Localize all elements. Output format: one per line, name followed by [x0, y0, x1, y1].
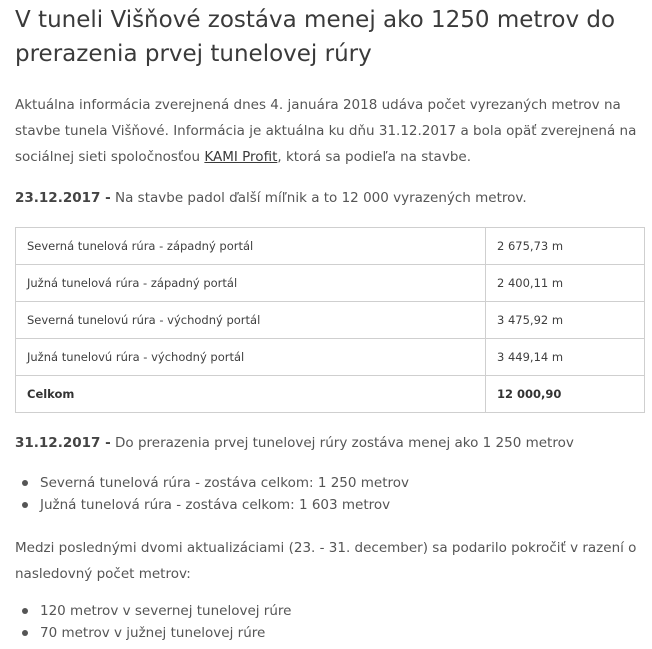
table-cell-value: 2 675,73 m: [486, 228, 645, 265]
remaining-list: [15, 472, 645, 516]
table-row: [16, 302, 645, 339]
table-cell-label: Severná tunelová rúra - západný portál: [16, 228, 486, 265]
table-cell-label: Južná tunelová rúra - západný portál: [16, 265, 486, 302]
table-row: [16, 339, 645, 376]
table-total-value: 12 000,90: [486, 376, 645, 413]
update-text-2: Do prerazenia prvej tunelovej rúry zostáva menej ako 1 250 metrov: [110, 435, 574, 451]
table-total-row: [16, 376, 645, 413]
update-paragraph-1: [15, 185, 645, 211]
intro-text-start: Aktuálna informácia zverejnená dnes 4. januára 2018 udáva počet vyrezaných metrov na stavbe tunela Višňové. Informácia je aktuálna ku dňu 31.12.2017 a bola opäť zverejnená na sociálnej sieti spoločnosťou: [15, 97, 637, 165]
table-cell-value: 3 475,92 m: [486, 302, 645, 339]
list-item: 70 metrov v južnej tunelovej rúre: [15, 622, 645, 644]
table-total-label: Celkom: [16, 376, 486, 413]
table-cell-label: Južná tunelovú rúra - východný portál: [16, 339, 486, 376]
update-text-1: Na stavbe padol ďalší míľnik a to 12 000 vyrazených metrov.: [110, 190, 527, 206]
progress-paragraph: Medzi poslednými dvomi aktualizáciami (23. - 31. december) sa podarilo pokročiť v razení o nasledovný počet metrov:: [15, 540, 637, 582]
intro-paragraph: [15, 92, 645, 170]
table-cell-value: 3 449,14 m: [486, 339, 645, 376]
table-row: [16, 265, 645, 302]
intro-text-end: , ktorá sa podieľa na stavbe.: [277, 149, 471, 165]
table-row: [16, 228, 645, 265]
update-date-2: 31.12.2017 -: [15, 435, 111, 451]
tunnel-progress-table: [15, 227, 645, 413]
list-item: Severná tunelová rúra - zostáva celkom: 1 250 metrov: [15, 472, 645, 494]
table-cell-label: Severná tunelovú rúra - východný portál: [16, 302, 486, 339]
update-paragraph-2: [15, 430, 645, 456]
article-title: V tuneli Višňové zostáva menej ako 1250 metrov do prerazenia prvej tunelovej rúry: [15, 7, 616, 67]
list-item: 120 metrov v severnej tunelovej rúre: [15, 600, 645, 622]
table-cell-value: 2 400,11 m: [486, 265, 645, 302]
kami-profit-link[interactable]: KAMI Profit: [204, 149, 278, 165]
progress-list: [15, 600, 645, 644]
update-date-1: 23.12.2017 -: [15, 190, 111, 206]
list-item: Južná tunelová rúra - zostáva celkom: 1 603 metrov: [15, 494, 645, 516]
